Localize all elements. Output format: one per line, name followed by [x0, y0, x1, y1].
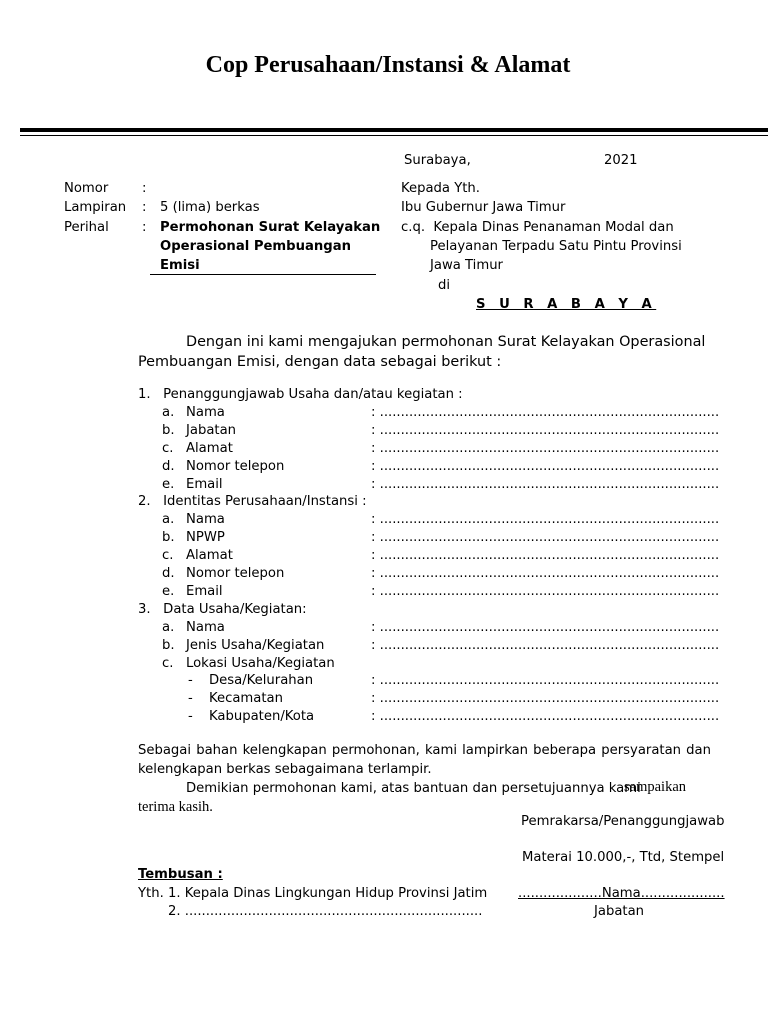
item-fill-dots[interactable]: : .................................................................................: [371, 691, 720, 707]
lampiran-label: Lampiran: [64, 200, 127, 215]
item-fill-dots[interactable]: : .................................................................................: [371, 548, 720, 564]
recipient-di: di: [438, 278, 451, 293]
item-label: Nama: [186, 512, 225, 528]
perihal-colon: :: [142, 220, 147, 235]
closing-p1-line2: kelengkapan berkas sebagaimana terlampir.: [138, 762, 432, 777]
item-marker: d.: [162, 458, 175, 474]
item-fill-dots[interactable]: : .................................................................................: [371, 458, 720, 474]
section-heading: 1. Penanggungjawab Usaha dan/atau kegiatan :: [138, 387, 463, 402]
item-label: Lokasi Usaha/Kegiatan: [186, 655, 335, 671]
item-marker: a.: [162, 404, 175, 420]
section-heading: 3. Data Usaha/Kegiatan:: [138, 601, 307, 617]
item-marker: e.: [162, 583, 175, 599]
item-marker: e.: [162, 476, 175, 492]
lampiran-value: 5 (lima) berkas: [160, 200, 260, 215]
item-marker: b.: [162, 530, 175, 546]
item-fill-dots[interactable]: : .................................................................................: [371, 530, 720, 546]
perihal-line3: Emisi: [160, 258, 200, 273]
signature-role: Pemrakarsa/Penanggungjawab: [521, 814, 725, 829]
nomor-label: Nomor: [64, 181, 109, 196]
item-fill-dots[interactable]: : .................................................................................: [371, 637, 720, 653]
closing-p2-end: sampaikan: [624, 779, 687, 795]
section-heading: 2. Identitas Perusahaan/Instansi :: [138, 494, 367, 510]
lampiran-colon: :: [142, 200, 147, 215]
item-label: Desa/Kelurahan: [209, 673, 314, 689]
item-fill-dots[interactable]: : .................................................................................: [371, 709, 720, 725]
item-fill-dots[interactable]: : .................................................................................: [371, 440, 720, 456]
item-label: Jabatan: [186, 422, 237, 438]
item-fill-dots[interactable]: : .................................................................................: [371, 566, 720, 581]
letterhead-title: Cop Perusahaan/Instansi & Alamat: [205, 52, 571, 78]
item-label: Alamat: [186, 548, 233, 564]
item-label: Jenis Usaha/Kegiatan: [186, 637, 325, 653]
closing-p2-line1: Demikian permohonan kami, atas bantuan dan persetujuannya kami: [186, 781, 641, 796]
date-city: Surabaya,: [404, 153, 471, 168]
item-label: Alamat: [186, 440, 233, 456]
item-marker: -: [188, 709, 193, 725]
item-marker: a.: [162, 619, 175, 635]
signature-jabatan: Jabatan: [594, 904, 645, 919]
recipient-line4: Pelayanan Terpadu Satu Pintu Provinsi: [430, 239, 682, 254]
signature-name-line: ....................Nama....................: [518, 886, 725, 901]
recipient-line3: c.q. Kepala Dinas Penanaman Modal dan: [401, 220, 674, 235]
item-marker: b.: [162, 422, 175, 438]
closing-p1-line1: Sebagai bahan kelengkapan permohonan, kami lampirkan beberapa persyaratan dan: [138, 743, 711, 758]
item-fill-dots[interactable]: : .................................................................................: [371, 512, 720, 528]
item-fill-dots[interactable]: : .................................................................................: [371, 619, 720, 635]
perihal-line1: Permohonan Surat Kelayakan: [160, 220, 381, 235]
item-fill-dots[interactable]: : .................................................................................: [371, 583, 720, 599]
item-marker: b.: [162, 637, 175, 653]
item-label: Kabupaten/Kota: [209, 709, 315, 725]
item-marker: d.: [162, 566, 175, 581]
item-label: Nama: [186, 404, 225, 420]
item-label: Nama: [186, 619, 225, 635]
item-label: Email: [186, 583, 223, 599]
letterhead-thin-rule: [20, 135, 768, 136]
recipient-line2: Ibu Gubernur Jawa Timur: [401, 200, 566, 215]
recipient-city: S U R A B A Y A: [476, 297, 657, 312]
item-label: NPWP: [186, 530, 225, 546]
item-fill-dots[interactable]: : .................................................................................: [371, 404, 720, 420]
item-marker: c.: [162, 440, 174, 456]
item-fill-dots[interactable]: : .................................................................................: [371, 673, 720, 689]
tembusan-heading: Tembusan :: [138, 867, 223, 882]
item-marker: -: [188, 673, 193, 689]
nomor-colon: :: [142, 181, 147, 196]
tembusan-line1: Yth. 1. Kepala Dinas Lingkungan Hidup Provinsi Jatim: [138, 886, 488, 901]
item-marker: a.: [162, 512, 175, 528]
item-fill-dots[interactable]: : .................................................................................: [371, 476, 720, 492]
intro-line1: Dengan ini kami mengajukan permohonan Surat Kelayakan Operasional: [186, 334, 706, 350]
recipient-line1: Kepada Yth.: [401, 181, 480, 196]
tembusan-line2: 2. .......................................................................: [168, 904, 483, 919]
date-year: 2021: [604, 153, 638, 168]
item-marker: c.: [162, 655, 174, 671]
perihal-underline: [150, 274, 376, 275]
item-label: Nomor telepon: [186, 458, 285, 474]
closing-p2-line2: terima kasih.: [138, 799, 213, 815]
item-marker: c.: [162, 548, 174, 564]
item-label: Nomor telepon: [186, 566, 285, 581]
item-marker: -: [188, 691, 193, 707]
signature-materai: Materai 10.000,-, Ttd, Stempel: [522, 850, 725, 865]
letterhead-thick-rule: [20, 128, 768, 132]
recipient-line5: Jawa Timur: [430, 258, 503, 273]
item-fill-dots[interactable]: : .................................................................................: [371, 422, 720, 438]
perihal-line2: Operasional Pembuangan: [160, 239, 352, 254]
intro-line2: Pembuangan Emisi, dengan data sebagai berikut :: [138, 354, 502, 370]
perihal-label: Perihal: [64, 220, 109, 235]
item-label: Kecamatan: [209, 691, 283, 707]
item-label: Email: [186, 476, 223, 492]
